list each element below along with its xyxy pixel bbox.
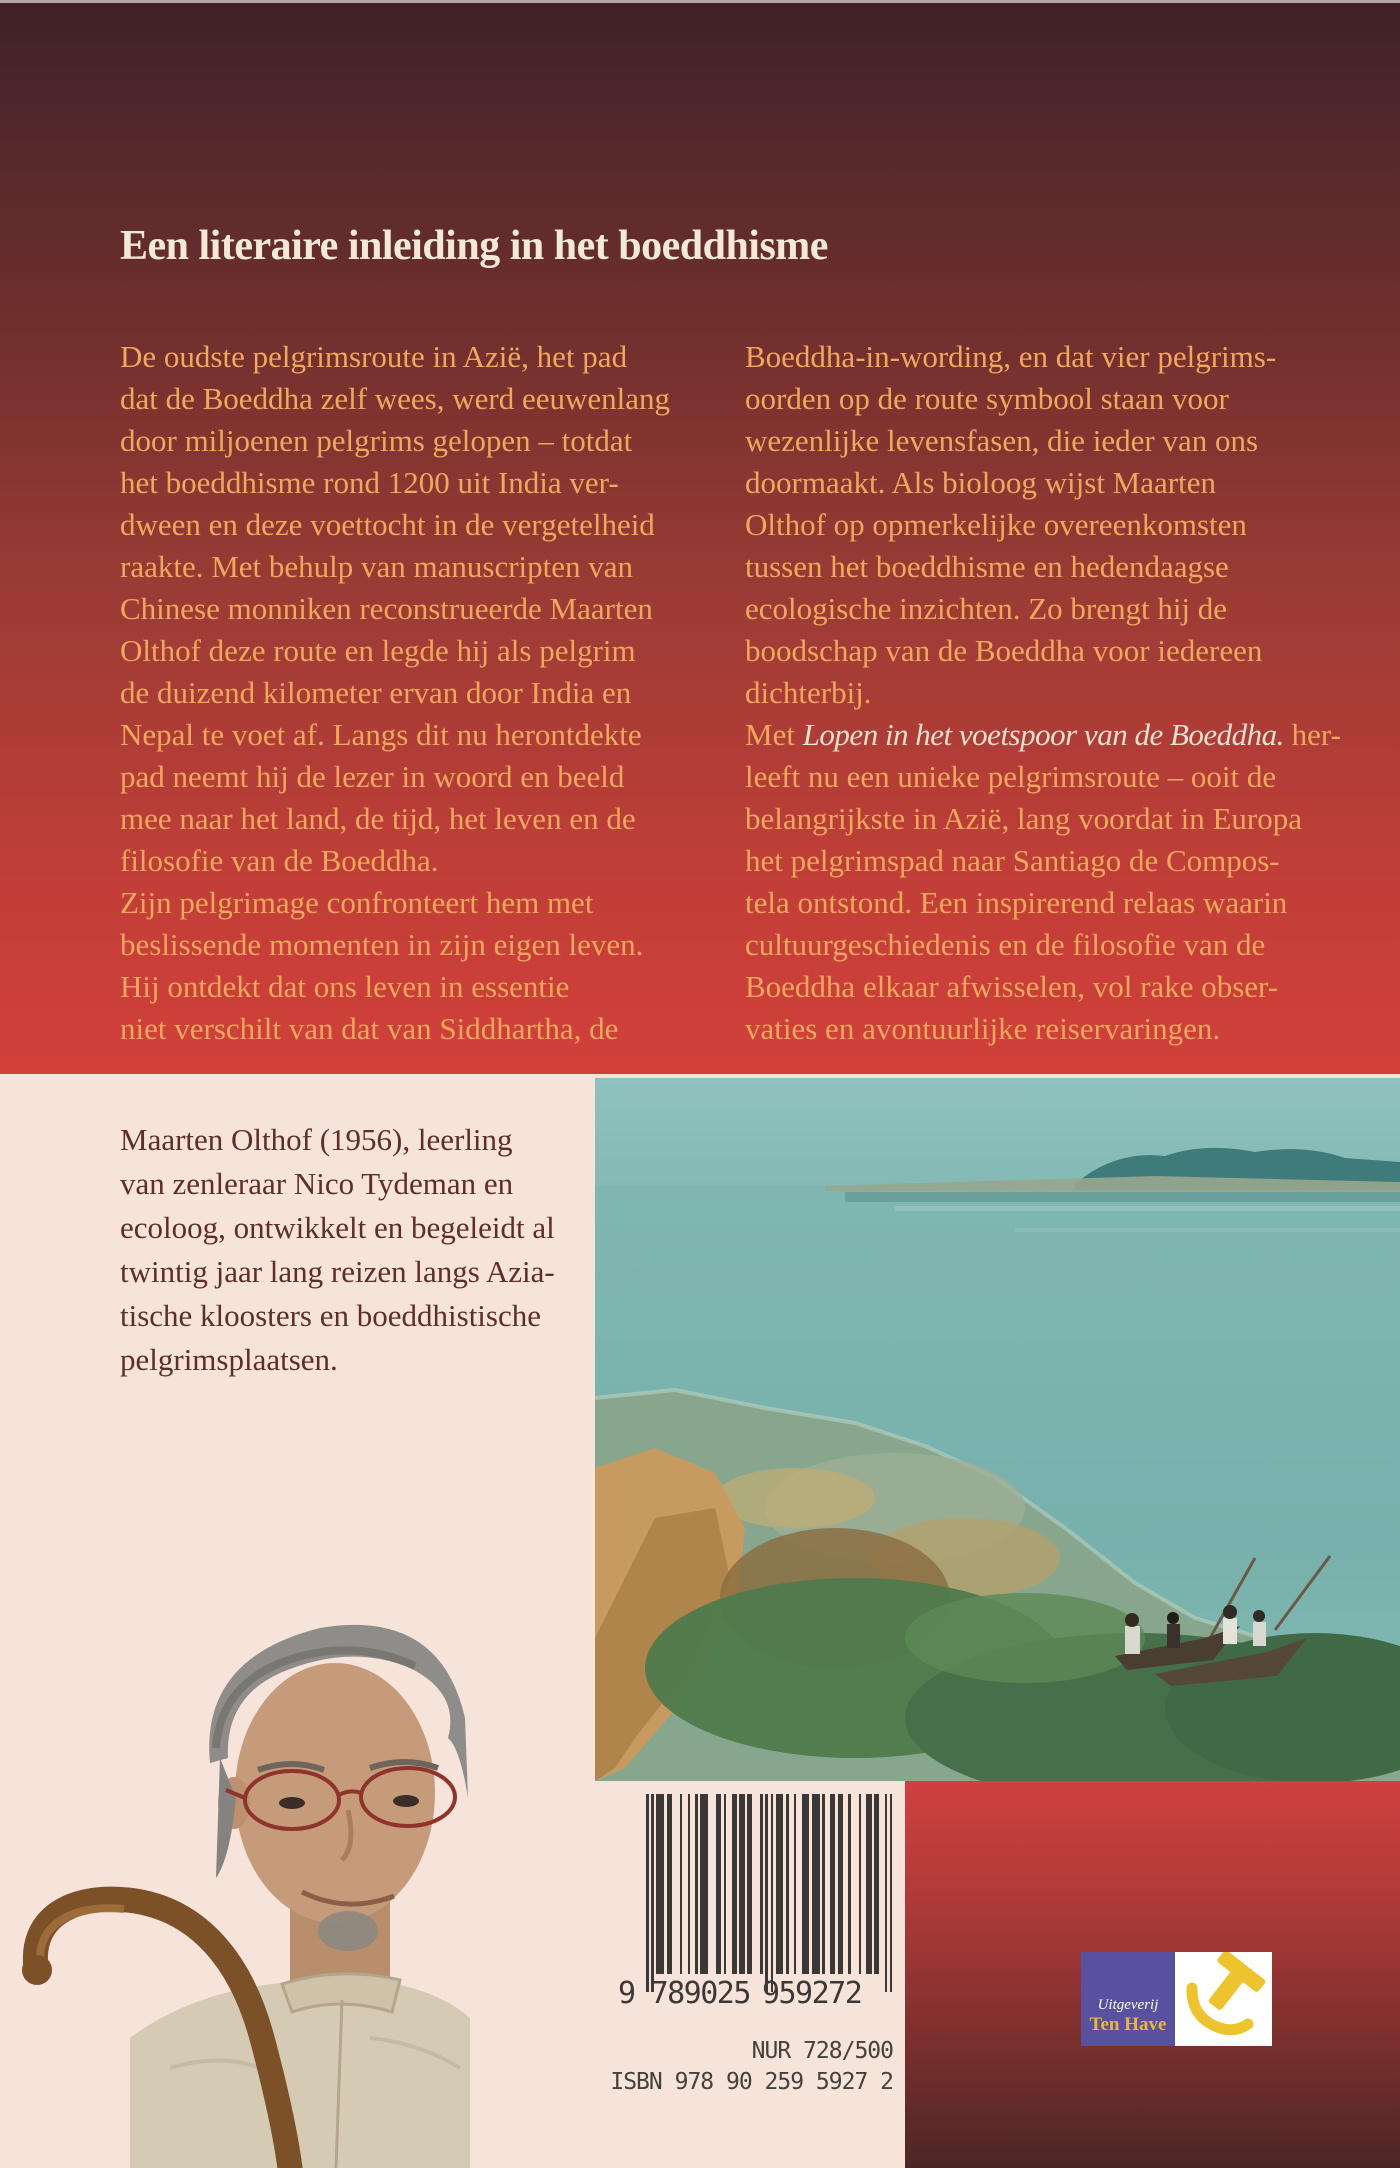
water-streak-2 [1015,1228,1400,1232]
author-photo [20,1598,470,2168]
barcode-digits [618,1976,918,2011]
author-bio [120,1118,555,1382]
blurb-right-column [745,336,1365,1050]
goatee [318,1911,378,1951]
barcode-bar [833,1794,836,1974]
water-streak [895,1206,1400,1211]
barcode-bar [859,1794,862,1974]
person-4-head [1253,1610,1265,1622]
publisher-logo-text [1081,1952,1175,2046]
book-title-italic: Lopen in het voetspoor van de Boeddha. [802,717,1284,752]
text-line: leeft nu een unieke pelgrimsroute – ooit de [745,759,1277,794]
barcode-bar [695,1794,698,1974]
barcode-bar [781,1794,784,1974]
text-line: dat de Boeddha zelf wees, werd eeuwenlang [120,381,671,416]
barcode-bar [869,1794,872,1974]
stick-tip [22,1955,52,1985]
barcode-bar [822,1794,825,1974]
text-line: twintig jaar lang reizen langs Azia- [120,1254,555,1289]
text-line: vaties en avontuurlijke reiservaringen. [745,1011,1221,1046]
text-line: dichterbij. [745,675,872,710]
barcode-bars [646,1794,893,1992]
eye-right [393,1795,419,1807]
barcode-bar [765,1794,768,1992]
barcode-bar [688,1794,691,1974]
text-line: cultuurgeschiedenis en de filosofie van de [745,927,1266,962]
barcode-bar [786,1794,789,1974]
isbn-code: ISBN 978 90 259 5927 2 [610,2069,893,2095]
text-line: De oudste pelgrimsroute in Azië, het pad [120,339,628,374]
barcode-bar [771,1794,774,1992]
page-title: Een literaire inleiding in het boeddhisme [120,223,828,269]
text-line: mee naar het land, de tijd, het leven en de [120,801,636,836]
text-line: het boeddhisme rond 1200 uit India ver- [120,465,619,500]
text-line: boodschap van de Boeddha voor iedereen [745,633,1263,668]
text-line: pad neemt hij de lezer in woord en beeld [120,759,625,794]
book-title-prefix: Met [745,717,803,752]
person-3 [1223,1618,1237,1644]
top-edge-strip [0,0,1400,3]
text-line: beslissende momenten in zijn eigen leven. [120,927,644,962]
text-line: Zijn pelgrimage confronteert hem met [120,885,594,920]
text-line: belangrijkste in Azië, lang voordat in Europa [745,801,1302,836]
barcode-bar [734,1794,737,1974]
text-line: wezenlijke levensfasen, die ieder van ons [745,423,1259,458]
barcode-bar [848,1794,851,1974]
blurb-right-part2 [745,756,1365,1050]
landscape-photo [595,1078,1400,1781]
text-line: filosofie van de Boeddha. [120,843,439,878]
barcode-bar [662,1794,665,1974]
text-line: door miljoenen pelgrims gelopen – totdat [120,423,633,458]
barcode-bar [807,1794,810,1974]
text-line: Boeddha elkaar afwisselen, vol rake obser- [745,969,1279,1004]
barcode-bar [724,1794,727,1974]
author-portrait-illustration [20,1598,470,2168]
text-line: niet verschilt van dat van Siddhartha, de [120,1011,619,1046]
barcode-group2: 959272 [761,1976,862,2011]
text-line: dween en deze voettocht in de vergetelheid [120,507,655,542]
text-line: Hij ontdekt dat ons leven in essentie [120,969,570,1004]
barcode [618,1794,893,2014]
book-title-suffix: her- [1283,717,1341,752]
text-line: Nepal te voet af. Langs dit nu herontdekte [120,717,642,752]
barcode-bar [890,1794,893,1992]
text-line: tussen het boeddhisme en hedendaagse [745,549,1229,584]
nur-code: NUR 728/500 [751,2038,893,2064]
barcode-bar [706,1794,709,1974]
nur-isbn-block [420,2036,893,2098]
barcode-bar [760,1794,763,1974]
text-line: Maarten Olthof (1956), leerling [120,1122,513,1157]
publisher-name: Ten Have [1089,2014,1167,2035]
text-line: tela ontstond. Een inspirerend relaas waarin [745,885,1288,920]
text-line: pelgrimsplaatsen. [120,1342,338,1377]
text-line: ecologische inzichten. Zo brengt hij de [745,591,1228,626]
barcode-bar [719,1794,722,1974]
ten-have-monogram-icon [1175,1952,1272,2046]
eye-left [279,1797,305,1809]
barcode-bar [750,1794,753,1974]
face [235,1663,435,1923]
barcode-bar [794,1794,797,1974]
text-line: het pelgrimspad naar Santiago de Compos- [745,843,1280,878]
barcode-bar [680,1794,683,1974]
river-scene-illustration [595,1078,1400,1781]
barcode-bar [877,1794,880,1974]
barcode-bar [885,1794,888,1992]
book-title-line [745,714,1365,756]
barcode-bar [742,1794,745,1974]
barcode-bar [841,1794,844,1974]
person-3-head [1223,1605,1237,1619]
person-2-head [1167,1612,1179,1624]
person-2 [1167,1624,1180,1648]
blurb-right-part1 [745,336,1365,714]
person-1 [1125,1626,1140,1654]
shore-reflection [845,1192,1400,1202]
text-line: doormaakt. Als bioloog wijst Maarten [745,465,1216,500]
vegetation-4 [905,1593,1145,1683]
sideburn [216,1758,236,1878]
person-4 [1253,1622,1266,1646]
text-line: Olthof deze route en legde hij als pelgrim [120,633,636,668]
text-line: Boeddha-in-wording, en dat vier pelgrims- [745,339,1277,374]
text-line: de duizend kilometer ervan door India en [120,675,632,710]
barcode-bar [646,1794,649,1992]
barcode-bar [669,1794,672,1974]
publisher-prefix: Uitgeverij [1097,1997,1159,2013]
blurb-left-column [120,336,700,1050]
barcode-bar [817,1794,820,1974]
barcode-bar [651,1794,654,1992]
person-1-head [1125,1613,1139,1627]
text-line: Chinese monniken reconstrueerde Maarten [120,591,653,626]
text-line: ecoloog, ontwikkelt en begeleidt al [120,1210,555,1245]
text-line: Olthof op opmerkelijke overeenkomsten [745,507,1247,542]
barcode-lead-digit: 9 [618,1976,635,2011]
text-line: tische kloosters en boeddhistische [120,1298,541,1333]
text-line: van zenleraar Nico Tydeman en [120,1166,514,1201]
top-red-panel [0,0,1400,1074]
publisher-logo-mark [1175,1952,1272,2046]
text-line: raakte. Met behulp van manuscripten van [120,549,634,584]
text-line: oorden op de route symbool staan voor [745,381,1229,416]
barcode-group1: 789025 [650,1976,750,2011]
